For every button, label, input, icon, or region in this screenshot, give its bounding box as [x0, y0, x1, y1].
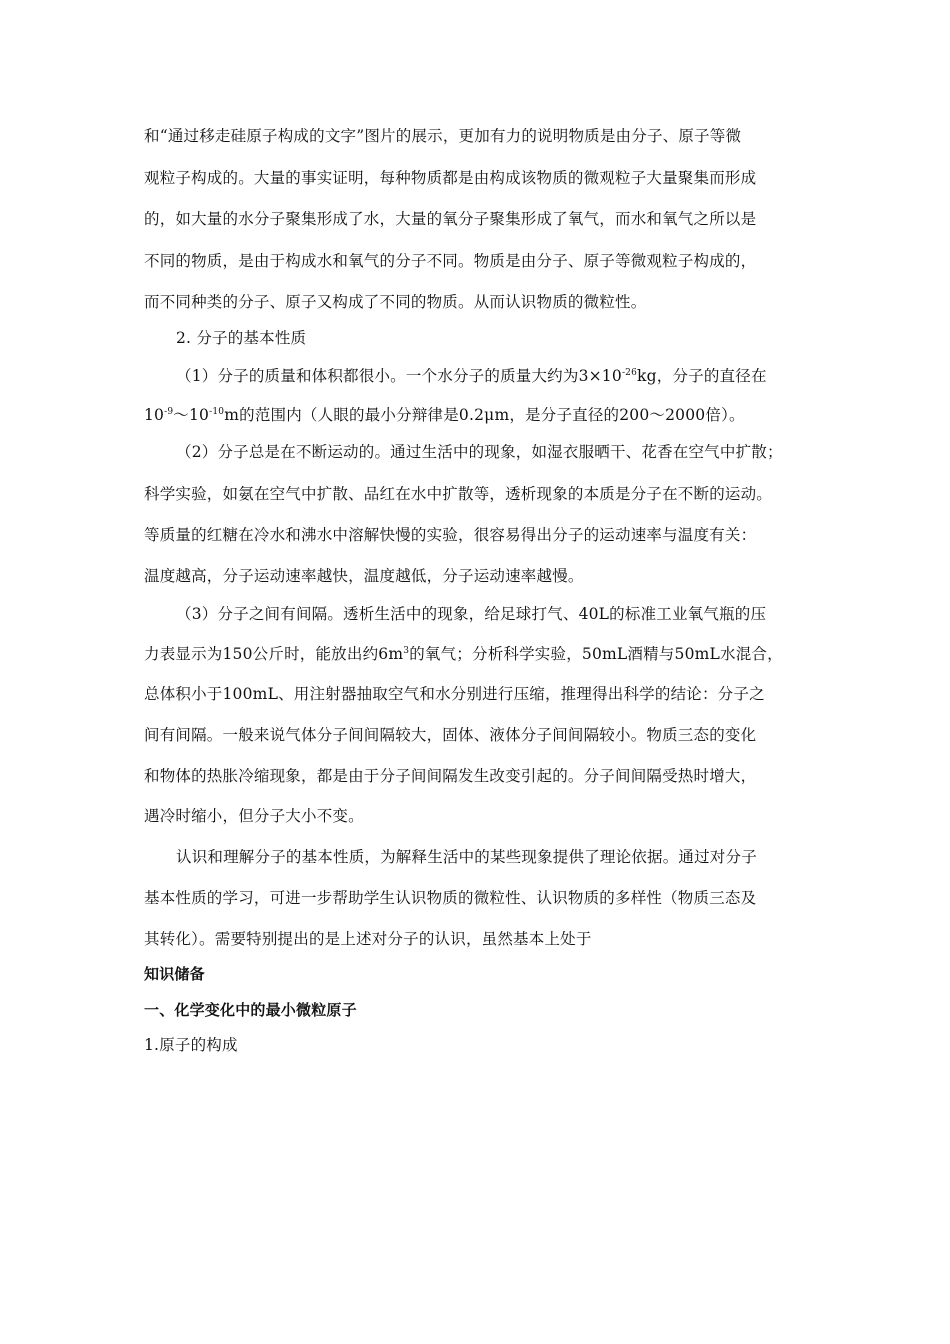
summary-line: 其转化）。需要特别提出的是上述对分子的认识，虽然基本上处于 — [144, 930, 592, 948]
item3-line — [144, 644, 783, 664]
subsection-title: 1.原子的构成 — [144, 1036, 238, 1054]
item1-text: m的范围内（人眼的最小分辩律是0.2μm，是分子直径的200～2000倍）。 — [224, 406, 745, 424]
item3-line: 总体积小于100mL、用注射器抽取空气和水分别进行压缩，推理得出科学的结论：分子之 — [144, 685, 765, 703]
item3-line: （3）分子之间有间隔。透析生活中的现象，给足球打气、40L的标准工业氧气瓶的压 — [176, 605, 767, 623]
item1-text: ～10 — [173, 406, 210, 424]
paragraph-line: 和“通过移走硅原子构成的文字”图片的展示，更加有力的说明物质是由分子、原子等微 — [144, 127, 742, 145]
knowledge-title: 知识储备 — [144, 965, 205, 983]
item1-text: kg，分子的直径在 — [637, 367, 767, 385]
paragraph-line: 的，如大量的水分子聚集形成了水，大量的氧分子聚集形成了氧气，而水和氧气之所以是 — [144, 210, 757, 228]
item1-line — [176, 366, 767, 386]
item3-text: 力表显示为150公斤时，能放出约6m — [144, 645, 404, 663]
item3-line: 间有间隔。一般来说气体分子间间隔较大，固体、液体分子间间隔较小。物质三态的变化 — [144, 726, 757, 744]
exponent: -9 — [164, 407, 174, 417]
paragraph-line: 观粒子构成的。大量的事实证明，每种物质都是由构成该物质的微观粒子大量聚集而形成 — [144, 169, 757, 187]
exponent: 3 — [403, 646, 410, 656]
section-title: 一、化学变化中的最小微粒原子 — [144, 1001, 357, 1019]
item3-line: 遇冷时缩小，但分子大小不变。 — [144, 807, 364, 825]
item3-line: 和物体的热胀冷缩现象，都是由于分子间间隔发生改变引起的。分子间间隔受热时增大， — [144, 767, 757, 785]
item1-line — [144, 405, 745, 425]
summary-line: 认识和理解分子的基本性质，为解释生活中的某些现象提供了理论依据。通过对分子 — [176, 848, 757, 866]
item2-line: 温度越高，分子运动速率越快，温度越低，分子运动速率越慢。 — [144, 567, 584, 585]
item3-text: 的氧气；分析科学实验，50mL酒精与50mL水混合， — [409, 645, 783, 663]
exponent: -26 — [621, 368, 638, 378]
item1-text: （1）分子的质量和体积都很小。一个水分子的质量大约为3×10 — [176, 367, 622, 385]
paragraph-line: 而不同种类的分子、原子又构成了不同的物质。从而认识物质的微粒性。 — [144, 293, 647, 311]
paragraph-line: 不同的物质，是由于构成水和氧气的分子不同。物质是由分子、原子等微观粒子构成的， — [144, 252, 757, 270]
item2-line: 等质量的红糖在冷水和沸水中溶解快慢的实验，很容易得出分子的运动速率与温度有关： — [144, 526, 757, 544]
exponent: -10 — [209, 407, 225, 417]
item1-text: 10 — [144, 406, 165, 424]
item2-line: 科学实验，如氨在空气中扩散、品红在水中扩散等，透析现象的本质是分子在不断的运动。 — [144, 485, 773, 503]
summary-line: 基本性质的学习，可进一步帮助学生认识物质的微粒性、认识物质的多样性（物质三态及 — [144, 889, 757, 907]
item2-line: （2）分子总是在不断运动的。通过生活中的现象，如湿衣服晒干、花香在空气中扩散； — [176, 443, 783, 461]
section-heading: 2. 分子的基本性质 — [176, 329, 307, 347]
